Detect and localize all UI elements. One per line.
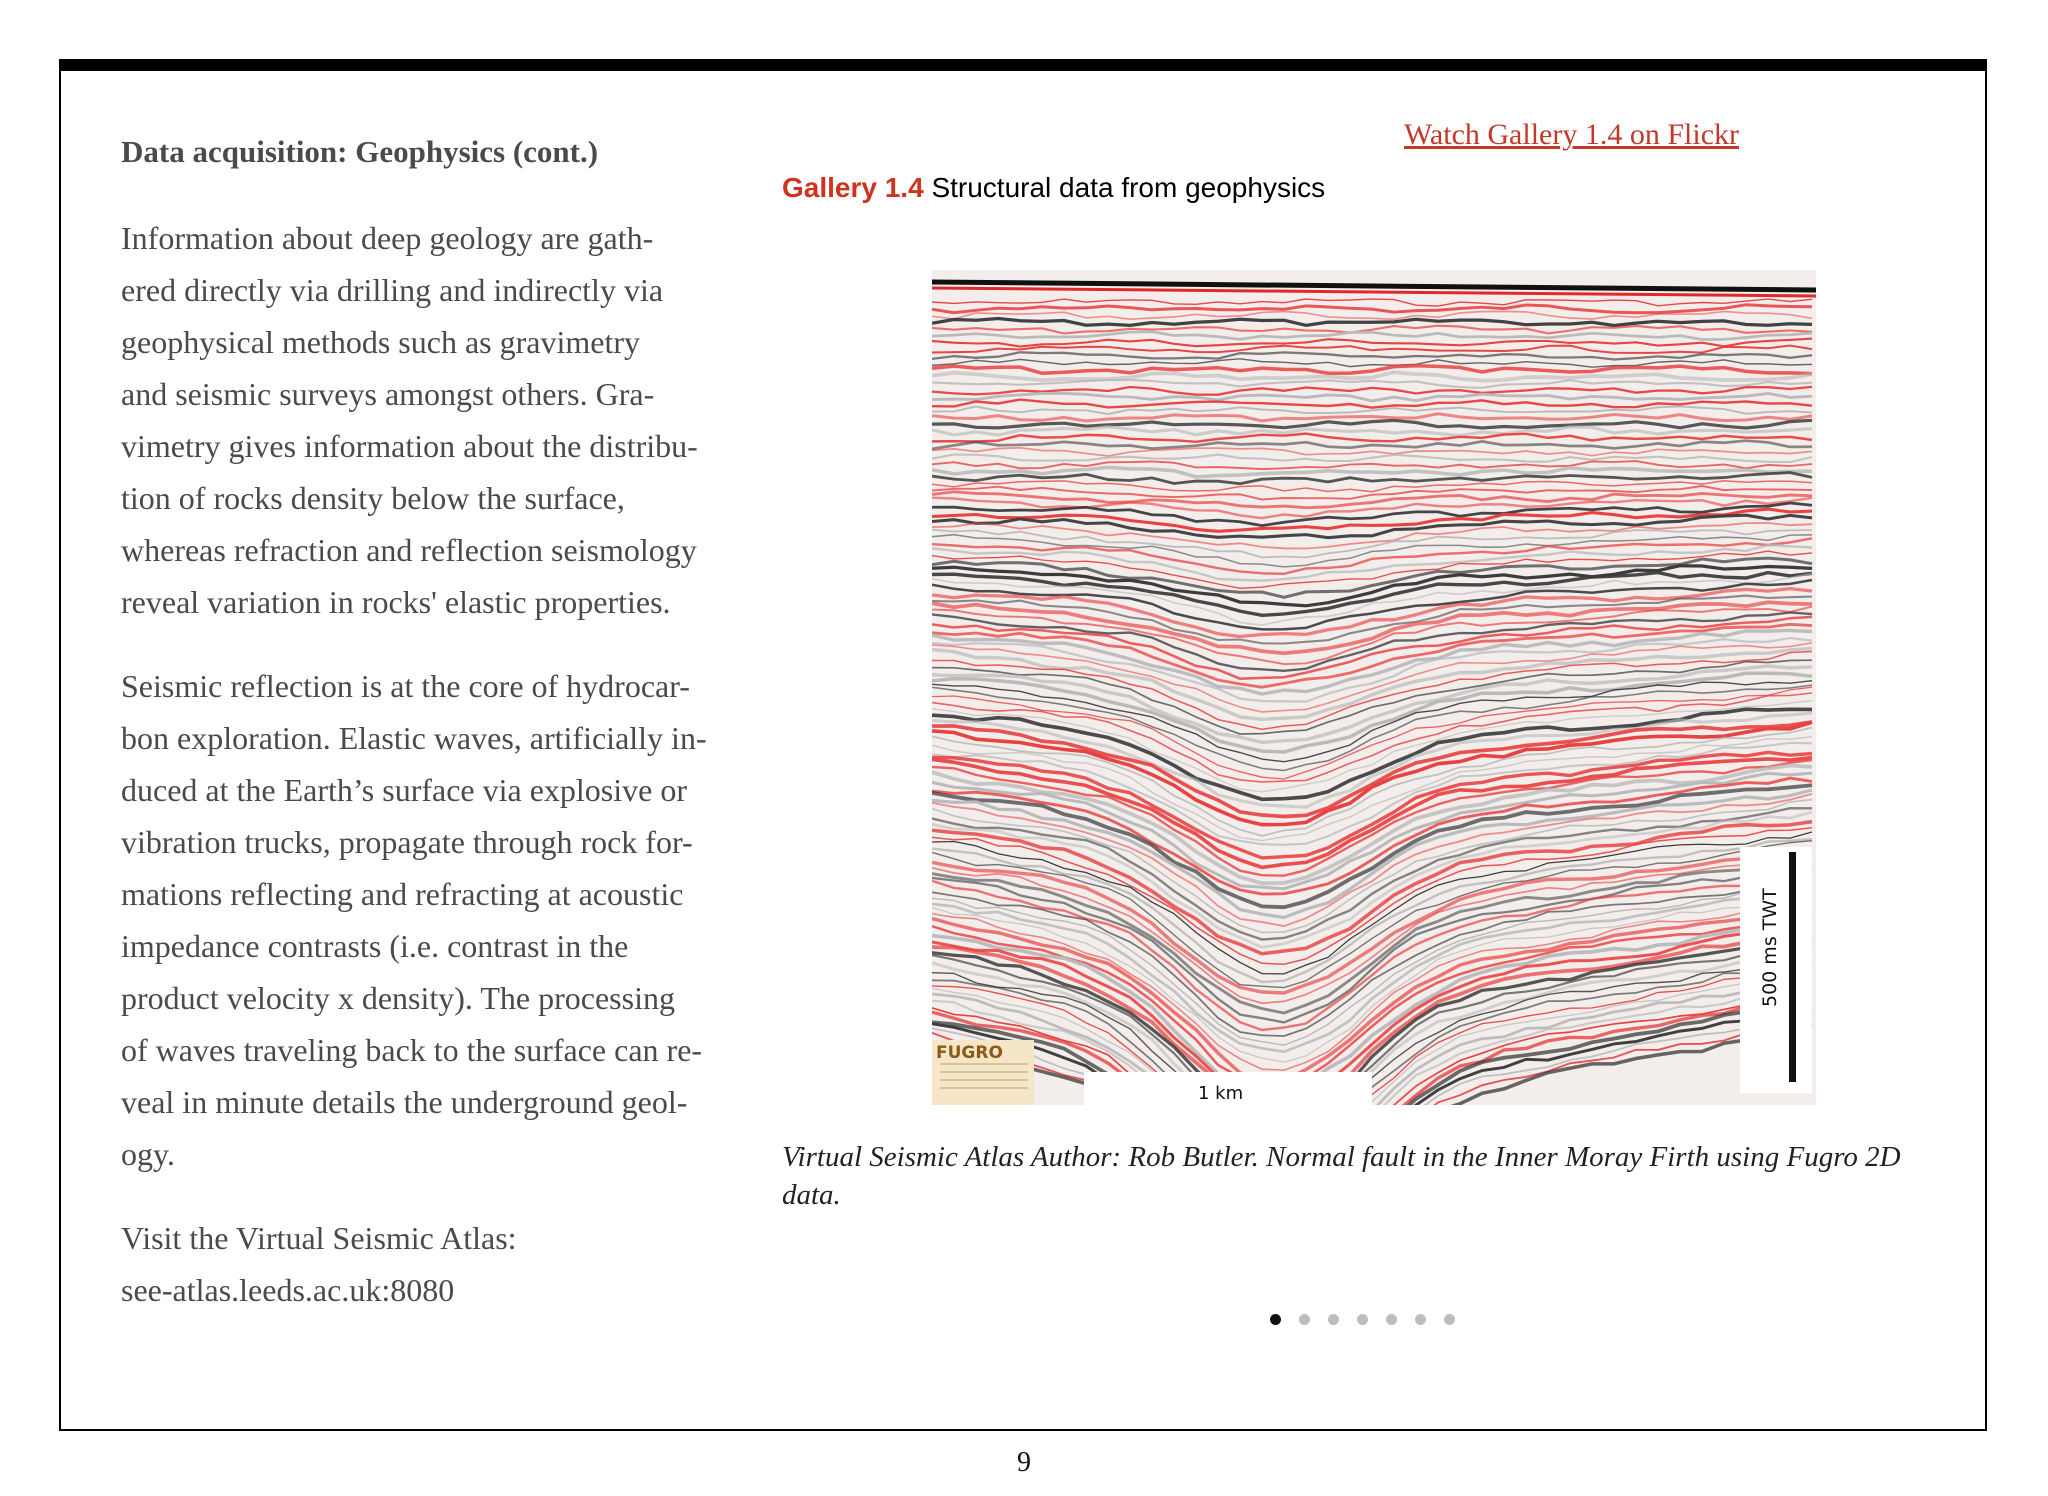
line: vimetry gives information about the distribu- <box>121 428 698 464</box>
line: ered directly via drilling and indirectly via <box>121 272 664 308</box>
time-scale-bar <box>1789 852 1796 1082</box>
line: Information about deep geology are gath- <box>121 220 654 256</box>
pager-dot[interactable] <box>1444 1314 1455 1325</box>
line: reveal variation in rocks' elastic properties. <box>121 584 671 620</box>
line: Visit the Virtual Seismic Atlas: <box>121 1220 517 1256</box>
line: geophysical methods such as gravimetry <box>121 324 640 360</box>
line: tion of rocks density below the surface, <box>121 480 625 516</box>
text-column <box>121 132 771 1316</box>
line: whereas refraction and reflection seismology <box>121 532 697 568</box>
pager-dot[interactable] <box>1386 1314 1397 1325</box>
atlas-url: see-atlas.leeds.ac.uk:8080 <box>121 1272 455 1308</box>
paragraph-intro <box>121 212 771 628</box>
line: ogy. <box>121 1136 175 1172</box>
gallery-title-text: Structural data from geophysics <box>931 172 1326 203</box>
line: vibration trucks, propagate through rock for- <box>121 824 693 860</box>
pager-dot[interactable] <box>1270 1314 1281 1325</box>
vertical-scale-bar <box>1740 847 1812 1093</box>
line: product velocity x density). The processing <box>121 980 675 1016</box>
line: of waves traveling back to the surface can re- <box>121 1032 703 1068</box>
page-number: 9 <box>1017 1447 1031 1478</box>
fugro-logo <box>932 1040 1034 1105</box>
pager-dot[interactable] <box>1357 1314 1368 1325</box>
paragraph-seismic <box>121 660 771 1180</box>
line: impedance contrasts (i.e. contrast in the <box>121 928 629 964</box>
fugro-logo-text: FUGRO <box>936 1043 1003 1063</box>
seismic-section-image[interactable] <box>932 262 1816 1105</box>
watch-gallery-link[interactable]: Watch Gallery 1.4 on Flickr <box>1404 118 1739 151</box>
section-heading: Data acquisition: Geophysics (cont.) <box>121 134 599 169</box>
gallery-caption: Virtual Seismic Atlas Author: Rob Butler. Normal fault in the Inner Moray Firth using Fugro 2D data. <box>782 1141 1901 1211</box>
gallery-number: Gallery 1.4 <box>782 172 924 203</box>
line: mations reflecting and refracting at acoustic <box>121 876 684 912</box>
line: bon exploration. Elastic waves, artificially in- <box>121 720 707 756</box>
paragraph-atlas <box>121 1212 771 1316</box>
gallery-pager[interactable] <box>1270 1312 1455 1326</box>
line: and seismic surveys amongst others. Gra- <box>121 376 655 412</box>
line: Seismic reflection is at the core of hydrocar- <box>121 668 690 704</box>
pager-dot[interactable] <box>1415 1314 1426 1325</box>
line: veal in minute details the underground geol- <box>121 1084 688 1120</box>
line: duced at the Earth’s surface via explosive or <box>121 772 687 808</box>
pager-dot[interactable] <box>1299 1314 1310 1325</box>
pager-dot[interactable] <box>1328 1314 1339 1325</box>
image-top-edge <box>932 262 1816 270</box>
horizontal-scale-bar <box>1084 1072 1372 1105</box>
gallery-title <box>782 172 1325 204</box>
time-scale-label: 500 ms TWT <box>1759 888 1781 1007</box>
scale-bar-label: 1 km <box>1198 1083 1244 1104</box>
